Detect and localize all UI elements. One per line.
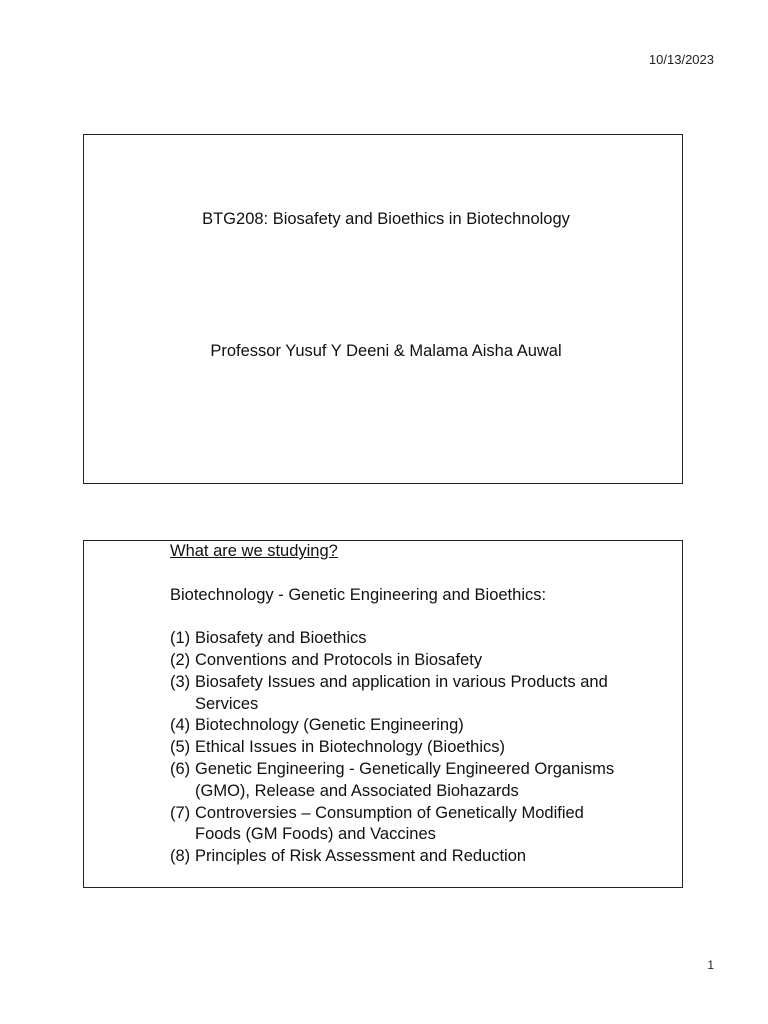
overview-subtitle: Biotechnology - Genetic Engineering and Bioethics: [170, 585, 547, 604]
list-item [170, 628, 620, 650]
list-item [170, 715, 620, 737]
list-item-text: Biosafety and Bioethics [195, 629, 367, 648]
list-item [170, 650, 620, 672]
list-item-number: (7) [170, 803, 191, 822]
slide-overview-content [170, 541, 620, 868]
list-item-text: Principles of Risk Assessment and Reduction [195, 847, 527, 866]
list-item [170, 672, 620, 716]
slide-title [83, 134, 683, 484]
list-item-number: (3) [170, 672, 191, 691]
list-item-text: Genetic Engineering - Genetically Engineered Organisms (GMO), Release and Associated Biohazards [195, 759, 615, 800]
print-date: 10/13/2023 [648, 52, 714, 67]
slide-overview [83, 540, 683, 888]
list-item-text: Biotechnology (Genetic Engineering) [195, 716, 464, 735]
course-authors: Professor Yusuf Y Deeni & Malama Aisha Auwal [210, 342, 562, 360]
list-item-number: (8) [170, 847, 191, 866]
list-item-number: (4) [170, 716, 191, 735]
page-number: 1 [707, 958, 714, 972]
list-item-number: (6) [170, 759, 191, 778]
list-item-text: Biosafety Issues and application in various Products and Services [195, 672, 608, 713]
course-title: BTG208: Biosafety and Bioethics in Biotechnology [202, 210, 570, 228]
list-item-text: Conventions and Protocols in Biosafety [195, 650, 483, 669]
list-item-number: (5) [170, 738, 191, 757]
list-item [170, 737, 620, 759]
list-item-text: Ethical Issues in Biotechnology (Bioethics) [195, 738, 505, 757]
list-item [170, 846, 620, 868]
list-item [170, 759, 620, 803]
overview-heading: What are we studying? [170, 542, 338, 560]
topic-list [170, 628, 620, 868]
list-item-number: (1) [170, 629, 191, 648]
list-item [170, 803, 620, 847]
list-item-text: Controversies – Consumption of Genetically Modified Foods (GM Foods) and Vaccines [195, 803, 584, 844]
list-item-number: (2) [170, 650, 191, 669]
